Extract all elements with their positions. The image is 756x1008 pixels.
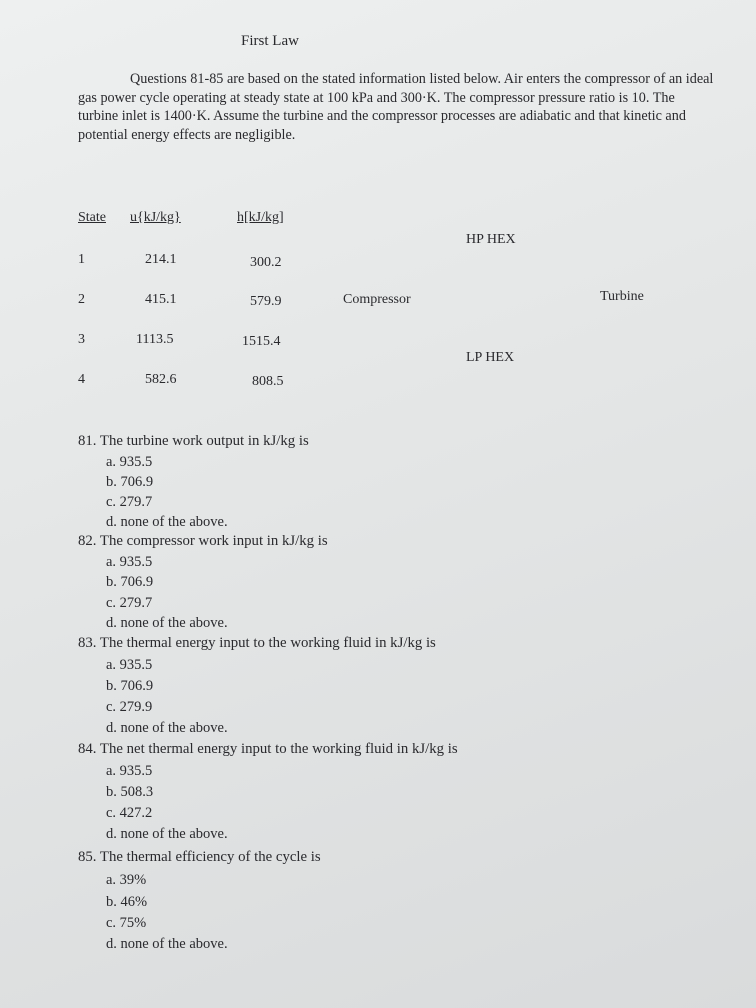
lp-hex-label: LP HEX (466, 350, 515, 365)
option-a: a. 935.5 (106, 763, 153, 779)
option-c: c. 427.2 (106, 805, 153, 821)
h-cell: 300.2 (250, 255, 282, 270)
u-cell: 582.6 (145, 372, 177, 387)
option-d: d. none of the above. (106, 826, 228, 842)
option-b: b. 508.3 (106, 784, 154, 800)
option-d: d. none of the above. (106, 720, 228, 736)
u-cell: 214.1 (145, 252, 177, 267)
u-cell: 415.1 (145, 292, 177, 307)
intro-text: Questions 81-85 are based on the stated information listed below. Air enters the compressor of an ideal gas power cycle operating at steady state at 100 kPa and 300·K. The compressor pressure ratio is 10. The turbine inlet is 1400·K. Assume the turbine and the compressor processes are adiabatic and that kinetic and potential energy effects are negligible. (78, 71, 714, 143)
option-c: c. 279.7 (106, 494, 153, 510)
header-h: h[kJ/kg] (237, 210, 284, 225)
turbine-label: Turbine (600, 289, 644, 304)
question-81: 81. The turbine work output in kJ/kg is (78, 433, 309, 449)
option-b: b. 46% (106, 894, 148, 910)
h-cell: 579.9 (250, 294, 282, 309)
option-a: a. 935.5 (106, 554, 153, 570)
header-u: u{kJ/kg} (130, 210, 181, 225)
state-cell: 1 (78, 252, 85, 267)
option-c: c. 75% (106, 915, 147, 931)
option-b: b. 706.9 (106, 474, 154, 490)
option-b: b. 706.9 (106, 678, 154, 694)
page-title: First Law (241, 33, 299, 49)
question-83: 83. The thermal energy input to the working fluid in kJ/kg is (78, 635, 436, 651)
intro-paragraph (78, 70, 718, 144)
state-cell: 2 (78, 292, 85, 307)
compressor-label: Compressor (343, 292, 411, 307)
option-a: a. 935.5 (106, 657, 153, 673)
option-d: d. none of the above. (106, 936, 228, 952)
state-cell: 4 (78, 372, 85, 387)
option-a: a. 39% (106, 872, 147, 888)
question-84: 84. The net thermal energy input to the working fluid in kJ/kg is (78, 741, 458, 757)
h-cell: 808.5 (252, 374, 284, 389)
option-c: c. 279.7 (106, 595, 153, 611)
u-cell: 1113.5 (136, 332, 174, 347)
option-c: c. 279.9 (106, 699, 153, 715)
option-d: d. none of the above. (106, 514, 228, 530)
state-cell: 3 (78, 332, 85, 347)
hp-hex-label: HP HEX (466, 232, 516, 247)
header-state: State (78, 210, 106, 225)
h-cell: 1515.4 (242, 334, 281, 349)
option-a: a. 935.5 (106, 454, 153, 470)
question-82: 82. The compressor work input in kJ/kg is (78, 533, 328, 549)
question-85: 85. The thermal efficiency of the cycle is (78, 849, 321, 865)
option-d: d. none of the above. (106, 615, 228, 631)
option-b: b. 706.9 (106, 574, 154, 590)
